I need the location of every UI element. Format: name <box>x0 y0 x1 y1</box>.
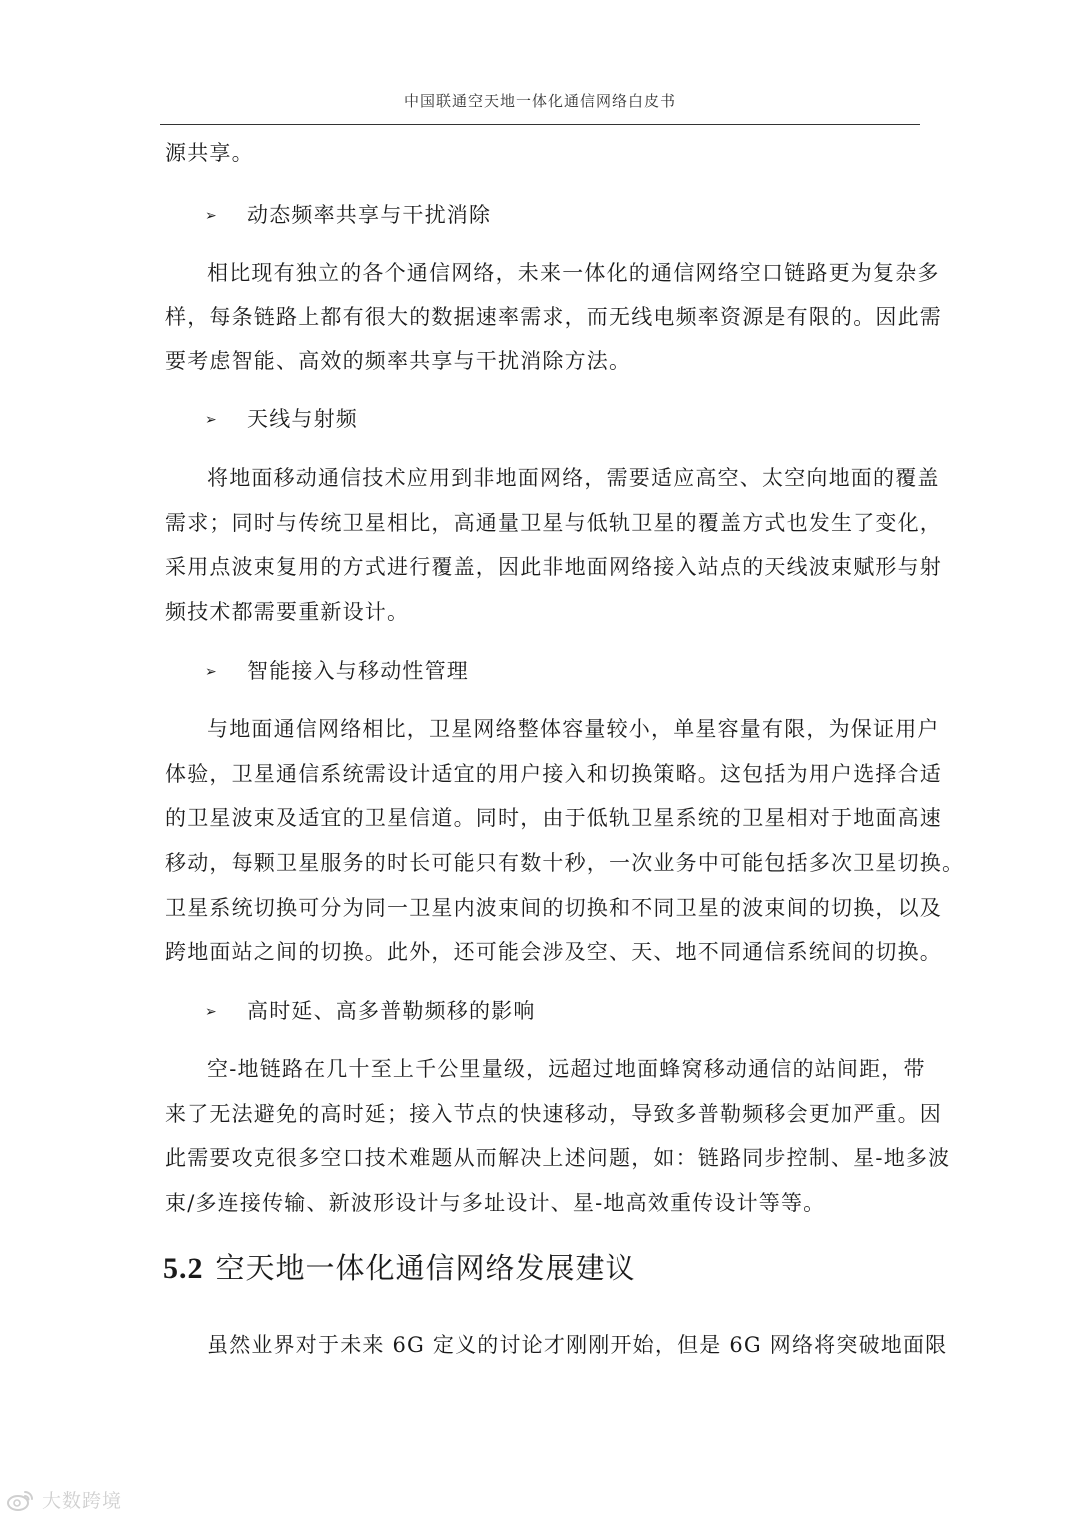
paragraph-line: 束/多连接传输、新波形设计与多址设计、星-地高效重传设计等等。 <box>165 1191 826 1215</box>
paragraph-line: 来了无法避免的高时延；接入节点的快速移动，导致多普勒频移会更加严重。因 <box>165 1102 942 1126</box>
paragraph-line: 源共享。 <box>165 141 254 165</box>
arrow-bullet-icon: ➢ <box>205 1004 218 1020</box>
arrow-bullet-icon: ➢ <box>205 664 218 680</box>
paragraph-line: 样，每条链路上都有很大的数据速率需求，而无线电频率资源是有限的。因此需 <box>165 305 942 329</box>
paragraph-line: 移动，每颗卫星服务的时长可能只有数十秒，一次业务中可能包括多次卫星切换。 <box>165 851 965 875</box>
weibo-logo-icon <box>6 1488 36 1512</box>
bullet-heading <box>205 656 469 687</box>
paragraph-line: 空-地链路在几十至上千公里量级，远超过地面蜂窝移动通信的站间距，带 <box>207 1057 926 1081</box>
watermark-text: 大数跨境 <box>42 1490 123 1512</box>
section-heading <box>163 1248 636 1289</box>
paragraph-line: 虽然业界对于未来 6G 定义的讨论才刚刚开始，但是 6G 网络将突破地面限 <box>207 1333 948 1357</box>
running-header: 中国联通空天地一体化通信网络白皮书 <box>403 92 676 110</box>
paragraph-line: 采用点波束复用的方式进行覆盖，因此非地面网络接入站点的天线波束赋形与射 <box>165 555 942 579</box>
paragraph-line: 将地面移动通信技术应用到非地面网络，需要适应高空、太空向地面的覆盖 <box>207 466 940 490</box>
bullet-heading-text: 智能接入与移动性管理 <box>247 659 469 683</box>
header-divider <box>160 124 920 125</box>
bullet-heading <box>205 996 536 1027</box>
paragraph-line: 需求；同时与传统卫星相比，高通量卫星与低轨卫星的覆盖方式也发生了变化， <box>165 511 942 535</box>
paragraph-line: 体验，卫星通信系统需设计适宜的用户接入和切换策略。这包括为用户选择合适 <box>165 762 942 786</box>
section-number: 5.2 <box>163 1252 204 1285</box>
arrow-bullet-icon: ➢ <box>205 208 218 224</box>
paragraph-line: 卫星系统切换可分为同一卫星内波束间的切换和不同卫星的波束间的切换，以及 <box>165 896 942 920</box>
bullet-heading <box>205 200 491 231</box>
bullet-heading-text: 高时延、高多普勒频移的影响 <box>247 999 536 1023</box>
paragraph-line: 要考虑智能、高效的频率共享与干扰消除方法。 <box>165 349 632 373</box>
bullet-heading-text: 动态频率共享与干扰消除 <box>247 203 492 227</box>
paragraph-line: 此需要攻克很多空口技术难题从而解决上述问题，如：链路同步控制、星-地多波 <box>165 1146 951 1170</box>
section-title: 空天地一体化通信网络发展建议 <box>215 1251 636 1285</box>
paragraph-line: 跨地面站之间的切换。此外，还可能会涉及空、天、地不同通信系统间的切换。 <box>165 940 942 964</box>
bullet-heading <box>205 404 358 435</box>
paragraph-line: 相比现有独立的各个通信网络，未来一体化的通信网络空口链路更为复杂多 <box>207 261 940 285</box>
paragraph-line: 频技术都需要重新设计。 <box>165 600 410 624</box>
arrow-bullet-icon: ➢ <box>205 412 218 428</box>
bullet-heading-text: 天线与射频 <box>247 407 358 431</box>
watermark <box>6 1486 122 1513</box>
paragraph-line: 的卫星波束及适宜的卫星信道。同时，由于低轨卫星系统的卫星相对于地面高速 <box>165 806 942 830</box>
paragraph-line: 与地面通信网络相比，卫星网络整体容量较小，单星容量有限，为保证用户 <box>207 717 940 741</box>
